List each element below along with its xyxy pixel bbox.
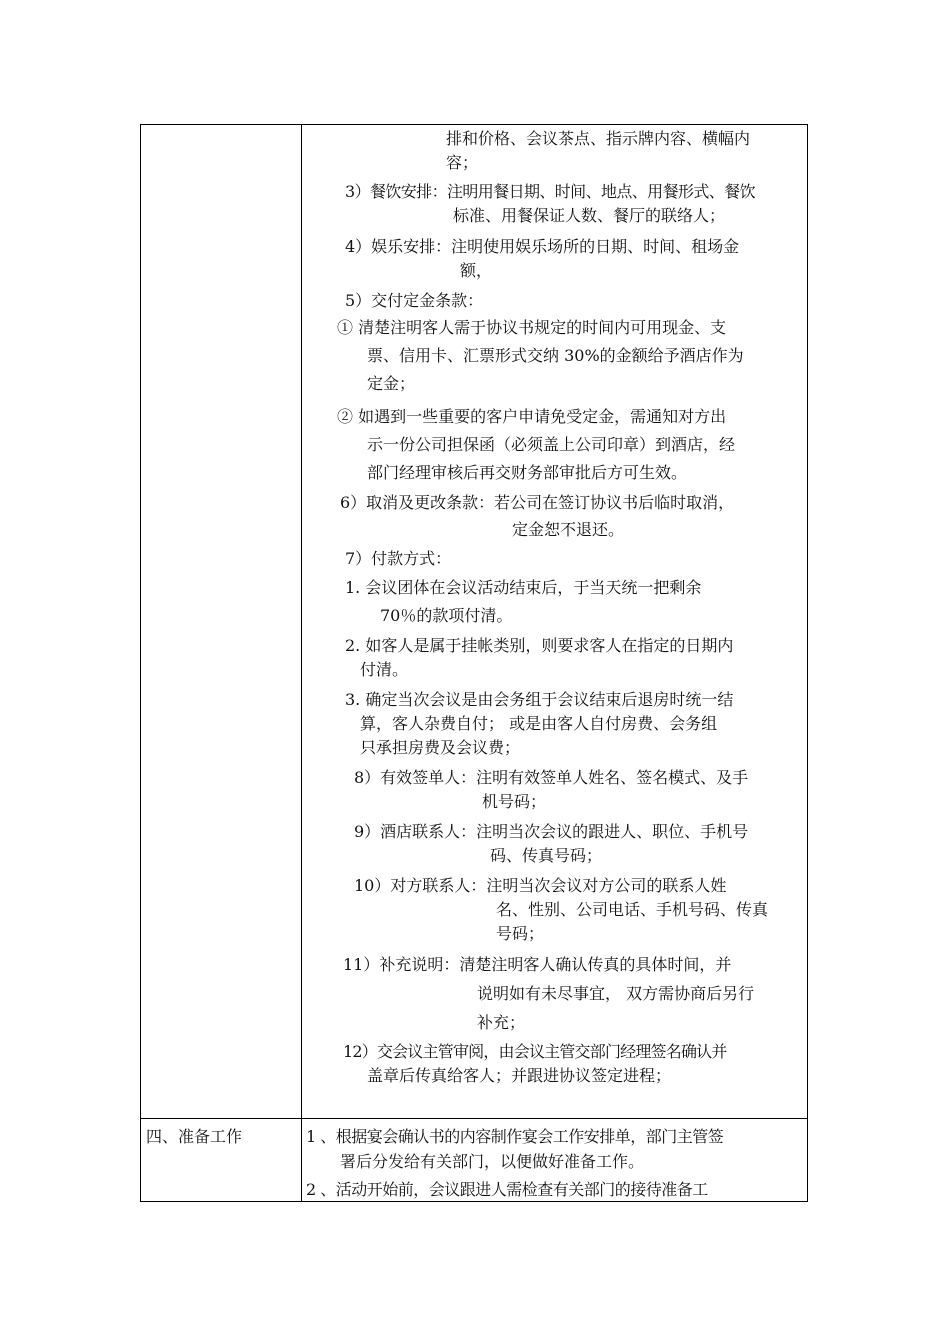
text-line: 1. 会议团体在会议活动结束后，于当天统一把剩余	[345, 578, 702, 597]
text-line: 示一份公司担保函（必须盖上公司印章）到酒店，经	[367, 435, 736, 454]
text-line: 11）补充说明：清楚注明客人确认传真的具体时间，并	[343, 955, 732, 974]
text-line: 标准、用餐保证人数、餐厅的联络人；	[453, 206, 726, 225]
text-line: 10）对方联系人：注明当次会议对方公司的联系人姓	[354, 876, 727, 895]
text-line: 机号码；	[482, 792, 547, 811]
text-line: 码、传真号码；	[490, 846, 603, 865]
text-line: 号码；	[496, 924, 545, 943]
section-line: 2 、活动开始前，会议跟进人需检查有关部门的接待准备工	[306, 1180, 708, 1199]
text-line: 70％的款项付清。	[380, 606, 513, 625]
text-line: 3. 确定当次会议是由会务组于会议结束后退房时统一结	[345, 690, 734, 709]
text-line: ① 清楚注明客人需于协议书规定的时间内可用现金、支	[337, 318, 727, 337]
text-line: 8）有效签单人：注明有效签单人姓名、签名模式、及手	[354, 768, 749, 787]
text-line: 部门经理审核后再交财务部审批后方可生效。	[367, 463, 688, 482]
text-line: 6）取消及更改条款：若公司在签订协议书后临时取消，	[340, 493, 735, 512]
text-line: 算，客人杂费自付； 或是由客人自付房费、会务组	[360, 714, 718, 733]
section-line: 署后分发给有关部门，以便做好准备工作。	[340, 1152, 645, 1171]
text-line: 说明如有未尽事宜， 双方需协商后另行	[477, 984, 755, 1003]
text-line: 5）交付定金条款：	[345, 291, 484, 310]
text-line: 补充；	[477, 1013, 526, 1032]
text-line: 名、性别、公司电话、手机号码、传真	[496, 900, 769, 919]
section-label: 四、准备工作	[146, 1127, 243, 1146]
text-line: 付清。	[360, 660, 409, 679]
text-line: 额，	[460, 261, 493, 280]
text-line: ② 如遇到一些重要的客户申请免受定金，需通知对方出	[337, 407, 727, 426]
text-line: 定金恕不退还。	[512, 520, 625, 539]
text-line: 12）交会议主管审阅，由会议主管交部门经理签名确认并	[343, 1042, 727, 1061]
text-line: 排和价格、会议茶点、指示牌内容、横幅内	[446, 129, 751, 148]
row-divider	[141, 1118, 807, 1119]
text-line: 容；	[446, 153, 479, 172]
text-line: 9）酒店联系人：注明当次会议的跟进人、职位、手机号	[354, 822, 749, 841]
text-line: 盖章后传真给客人；并跟进协议签定进程；	[367, 1066, 672, 1085]
text-line: 定金；	[367, 374, 416, 393]
text-line: 票、信用卡、汇票形式交纳 30%的金额给予酒店作为	[367, 346, 744, 365]
text-line: 3）餐饮安排：注明用餐日期、时间、地点、用餐形式、餐饮	[345, 182, 755, 201]
text-line: 4）娱乐安排：注明使用娱乐场所的日期、时间、租场金	[345, 237, 740, 256]
section-line: 1 、根据宴会确认书的内容制作宴会工作安排单，部门主管签	[306, 1127, 724, 1146]
text-line: 只承担房费及会议费；	[360, 738, 521, 757]
column-divider	[301, 125, 302, 1201]
text-line: 2. 如客人是属于挂帐类别，则要求客人在指定的日期内	[345, 636, 734, 655]
text-line: 7）付款方式：	[345, 549, 452, 568]
